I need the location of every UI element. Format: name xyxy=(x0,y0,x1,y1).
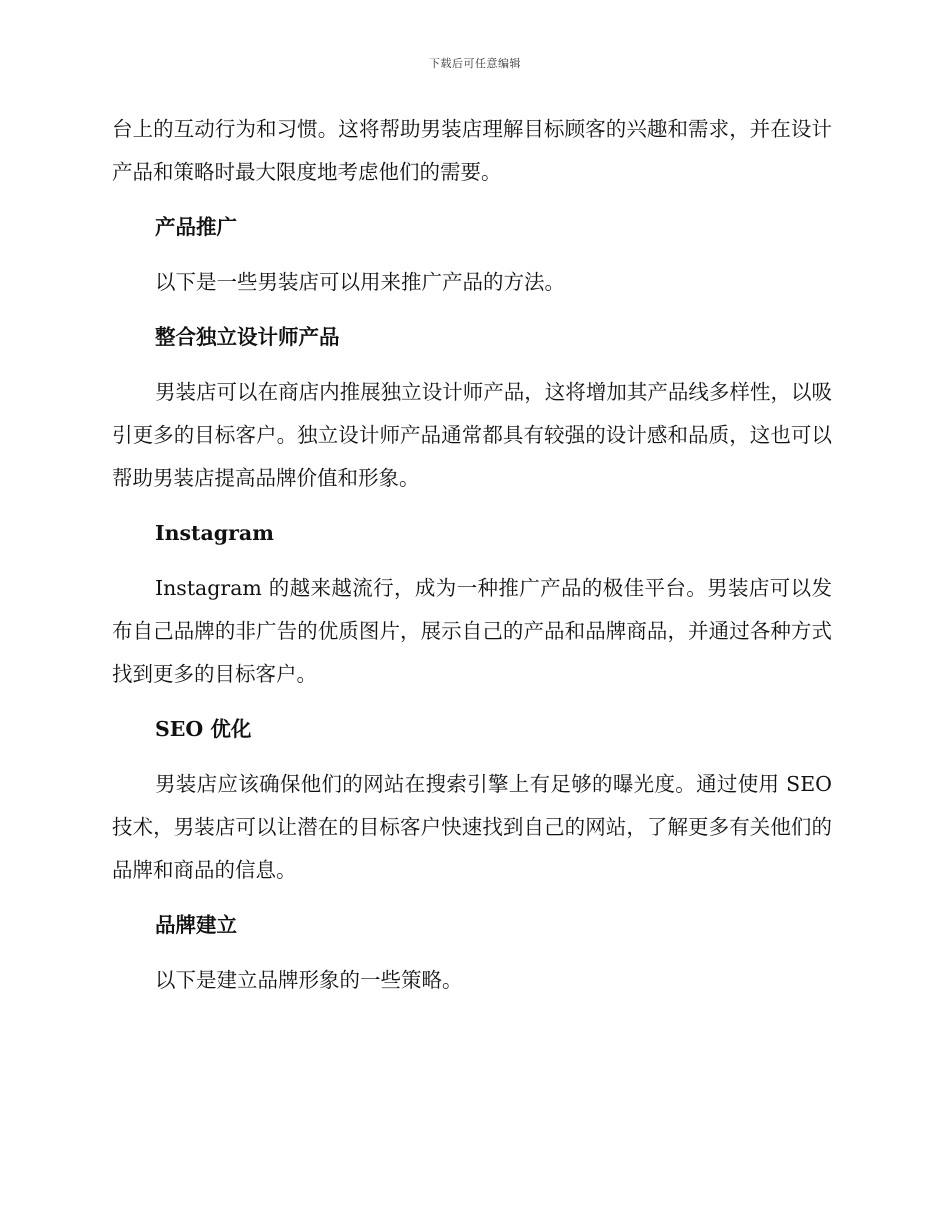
heading-instagram: Instagram xyxy=(155,521,274,545)
paragraph-instagram: Instagram 的越来越流行，成为一种推广产品的极佳平台。男装店可以发布自己品牌的非广告的优质图片，展示自己的产品和品牌商品，并通过各种方式找到更多的目标客户。 xyxy=(112,576,832,686)
heading-brand-building: 品牌建立 xyxy=(155,913,237,937)
document-body xyxy=(112,108,832,1014)
heading-independent-designers: 整合独立设计师产品 xyxy=(155,325,340,349)
paragraph-continuation: 台上的互动行为和习惯。这将帮助男装店理解目标顾客的兴趣和需求，并在设计产品和策略时最大限度地考虑他们的需要。 xyxy=(112,117,832,184)
paragraph-brand-building: 以下是建立品牌形象的一些策略。 xyxy=(155,968,463,992)
paragraph-seo: 男装店应该确保他们的网站在搜索引擎上有足够的曝光度。通过使用 SEO 技术，男装店可以让潜在的目标客户快速找到自己的网站，了解更多有关他们的品牌和商品的信息。 xyxy=(112,772,832,882)
heading-product-promotion: 产品推广 xyxy=(155,215,237,239)
header-note: 下载后可任意编辑 xyxy=(429,57,521,70)
heading-seo: SEO 优化 xyxy=(155,717,252,741)
paragraph-independent-designers: 男装店可以在商店内推展独立设计师产品，这将增加其产品线多样性，以吸引更多的目标客户。独立设计师产品通常都具有较强的设计感和品质，这也可以帮助男装店提高品牌价值和形象。 xyxy=(112,380,832,490)
paragraph-promotion-intro: 以下是一些男装店可以用来推广产品的方法。 xyxy=(155,270,565,294)
